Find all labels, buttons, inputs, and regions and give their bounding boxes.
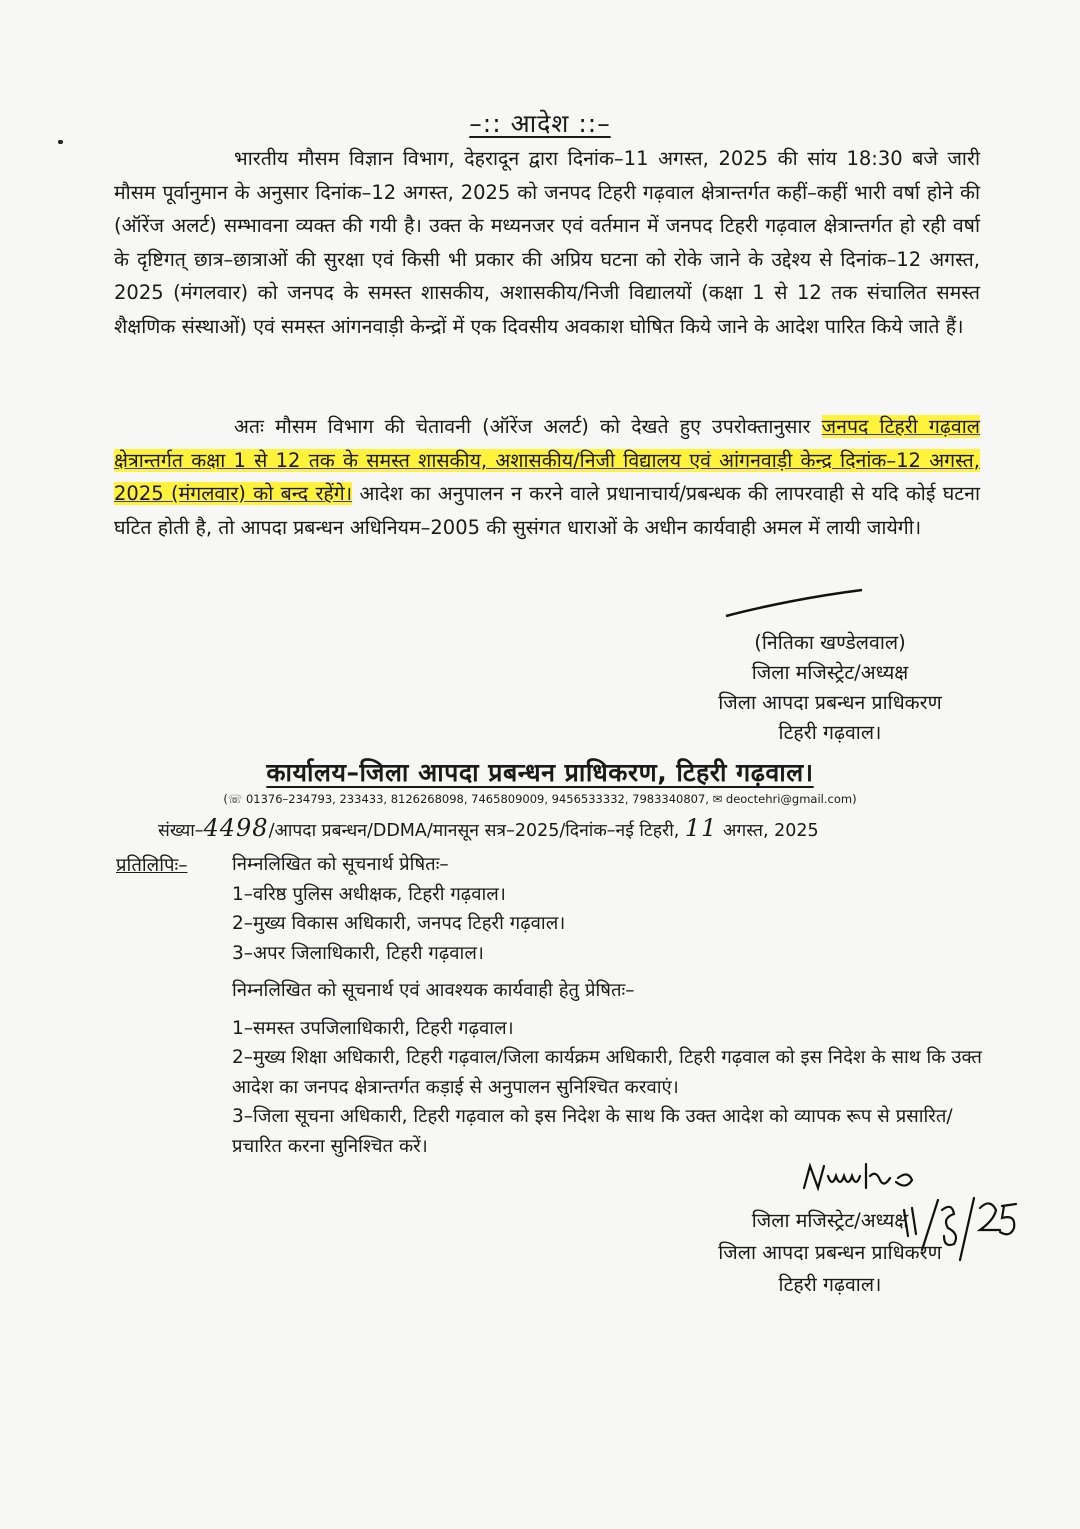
office-heading-text: कार्यालय–जिला आपदा प्रबन्धन प्राधिकरण, टिहरी गढ़वाल। — [266, 758, 814, 787]
highlighted-closure-notice: जनपद टिहरी गढ़वाल क्षेत्रान्तर्गत कक्षा 1 से 12 तक के समस्त शासकीय, अशासकीय/निजी विद्यालय एवं आंगनवाड़ी केन्द्र दिनांक–12 अगस्त, 2025 (मंगलवार) को बन्द रहेंगे। — [114, 415, 981, 505]
copy-group2-item: 1–समस्त उपजिलाधिकारी, टिहरी गढ़वाल। — [232, 1017, 514, 1039]
signatory-designation: जिला मजिस्ट्रेट/अध्यक्ष — [751, 661, 909, 684]
handwritten-date-text — [898, 1180, 1028, 1280]
copy-group2-item: 2–मुख्य शिक्षा अधिकारी, टिहरी गढ़वाल/जिला कार्यक्रम अधिकारी, टिहरी गढ़वाल को इस निदेश के साथ कि उक्त आदेश का जनपद क्षेत्रान्तर्गत कड़ाई से अनुपालन सुनिश्चित करवाएं। — [232, 1047, 982, 1098]
order-paragraph-1: भारतीय मौसम विज्ञान विभाग, देहरादून द्वारा दिनांक–11 अगस्त, 2025 की सांय 18:30 बजे जारी मौसम पूर्वानुमान के अनुसार दिनांक–12 अगस्त, 2025 को जनपद टिहरी गढ़वाल क्षेत्रान्तर्गत कहीं–कहीं भारी वर्षा होने की (ऑरेंज अलर्ट) सम्भावना व्यक्त की गयी है। उक्त के मध्यनजर एवं वर्तमान में जनपद टिहरी गढ़वाल क्षेत्रान्तर्गत हो रही वर्षा के दृष्टिगत् छात्र–छात्राओं की सुरक्षा एवं किसी भी प्रकार की अप्रिय घटना को रोके जाने के उद्देश्य से दिनांक–12 अगस्त, 2025 (मंगलवार) को जनपद के समस्त शासकीय, अशासकीय/निजी विद्यालयों (कक्षा 1 से 12 तक संचालित समस्त शैक्षणिक संस्थाओं) एवं समस्त आंगनवाड़ी केन्द्रों में एक दिवसीय अवकाश घोषित किये जाने के आदेश पारित किये जाते हैं। — [114, 147, 980, 338]
copy-group2-heading: निम्नलिखित को सूचनार्थ एवं आवश्यक कार्यवाही हेतु प्रेषितः– — [232, 980, 635, 1001]
reference-line — [158, 814, 958, 845]
order-title-text: –:: आदेश ::– — [469, 109, 611, 138]
signatory2-place: टिहरी गढ़वाल। — [778, 1273, 882, 1296]
signatory2-authority: जिला आपदा प्रबन्धन प्राधिकरण — [718, 1241, 942, 1264]
ref-number: 4498 — [203, 814, 269, 842]
signatory2-designation: जिला मजिस्ट्रेट/अध्यक्ष — [751, 1209, 909, 1232]
ref-mid: /आपदा प्रबन्धन/DDMA/मानसून सत्र–2025/दिनांक–नई टिहरी, — [268, 821, 685, 841]
signature-mark-1 — [724, 588, 864, 618]
office-contact: (☏ 01376–234793, 233433, 8126268098, 7465809009, 9456533332, 7983340807, ✉ deoctehri@gmail.com) — [223, 792, 857, 806]
copy-group1-item: 1–वरिष्ठ पुलिस अधीक्षक, टिहरी गढ़वाल। — [232, 883, 506, 905]
copy-list — [232, 850, 984, 1161]
signatory-authority: जिला आपदा प्रबन्धन प्राधिकरण — [718, 691, 942, 714]
copy-group2-item: 3–जिला सूचना अधिकारी, टिहरी गढ़वाल को इस निदेश के साथ कि उक्त आदेश को व्यापक रूप से प्रसारित/प्रचारित करना सुनिश्चित करें। — [232, 1106, 953, 1157]
signatory-place: टिहरी गढ़वाल। — [778, 721, 882, 744]
signatory-block — [640, 628, 1020, 748]
copy-group1-item: 3–अपर जिलाधिकारी, टिहरी गढ़वाल। — [232, 942, 484, 964]
scan-speck — [58, 140, 63, 144]
copy-group1-heading: निम्नलिखित को सूचनार्थ प्रेषितः– — [232, 854, 449, 875]
paragraph-2-intro: अतः मौसम विभाग की चेतावनी (ऑरेंज अलर्ट) को देखते हुए उपरोक्तानुसार — [234, 415, 822, 438]
order-title — [0, 106, 1080, 140]
office-heading — [0, 755, 1080, 789]
ref-suffix: अगस्त, 2025 — [717, 821, 819, 841]
copy-label: प्रतिलिपिः– — [116, 855, 188, 876]
ref-day: 11 — [684, 814, 718, 842]
signatory-name: (नितिका खण्डेलवाल) — [754, 631, 906, 654]
copy-group1-item: 2–मुख्य विकास अधिकारी, जनपद टिहरी गढ़वाल। — [232, 913, 566, 934]
paragraph-2-rest: आदेश का अनुपालन न करने वाले प्रधानाचार्य/प्रबन्धक की लापरवाही से यदि कोई घटना घटित होती है, तो आपदा प्रबन्धन अधिनियम–2005 की सुसंगत धाराओं के अधीन कार्यवाही अमल में लायी जायेगी। — [114, 482, 980, 539]
order-paragraph-2 — [114, 410, 980, 544]
ref-prefix: संख्या– — [158, 821, 204, 841]
